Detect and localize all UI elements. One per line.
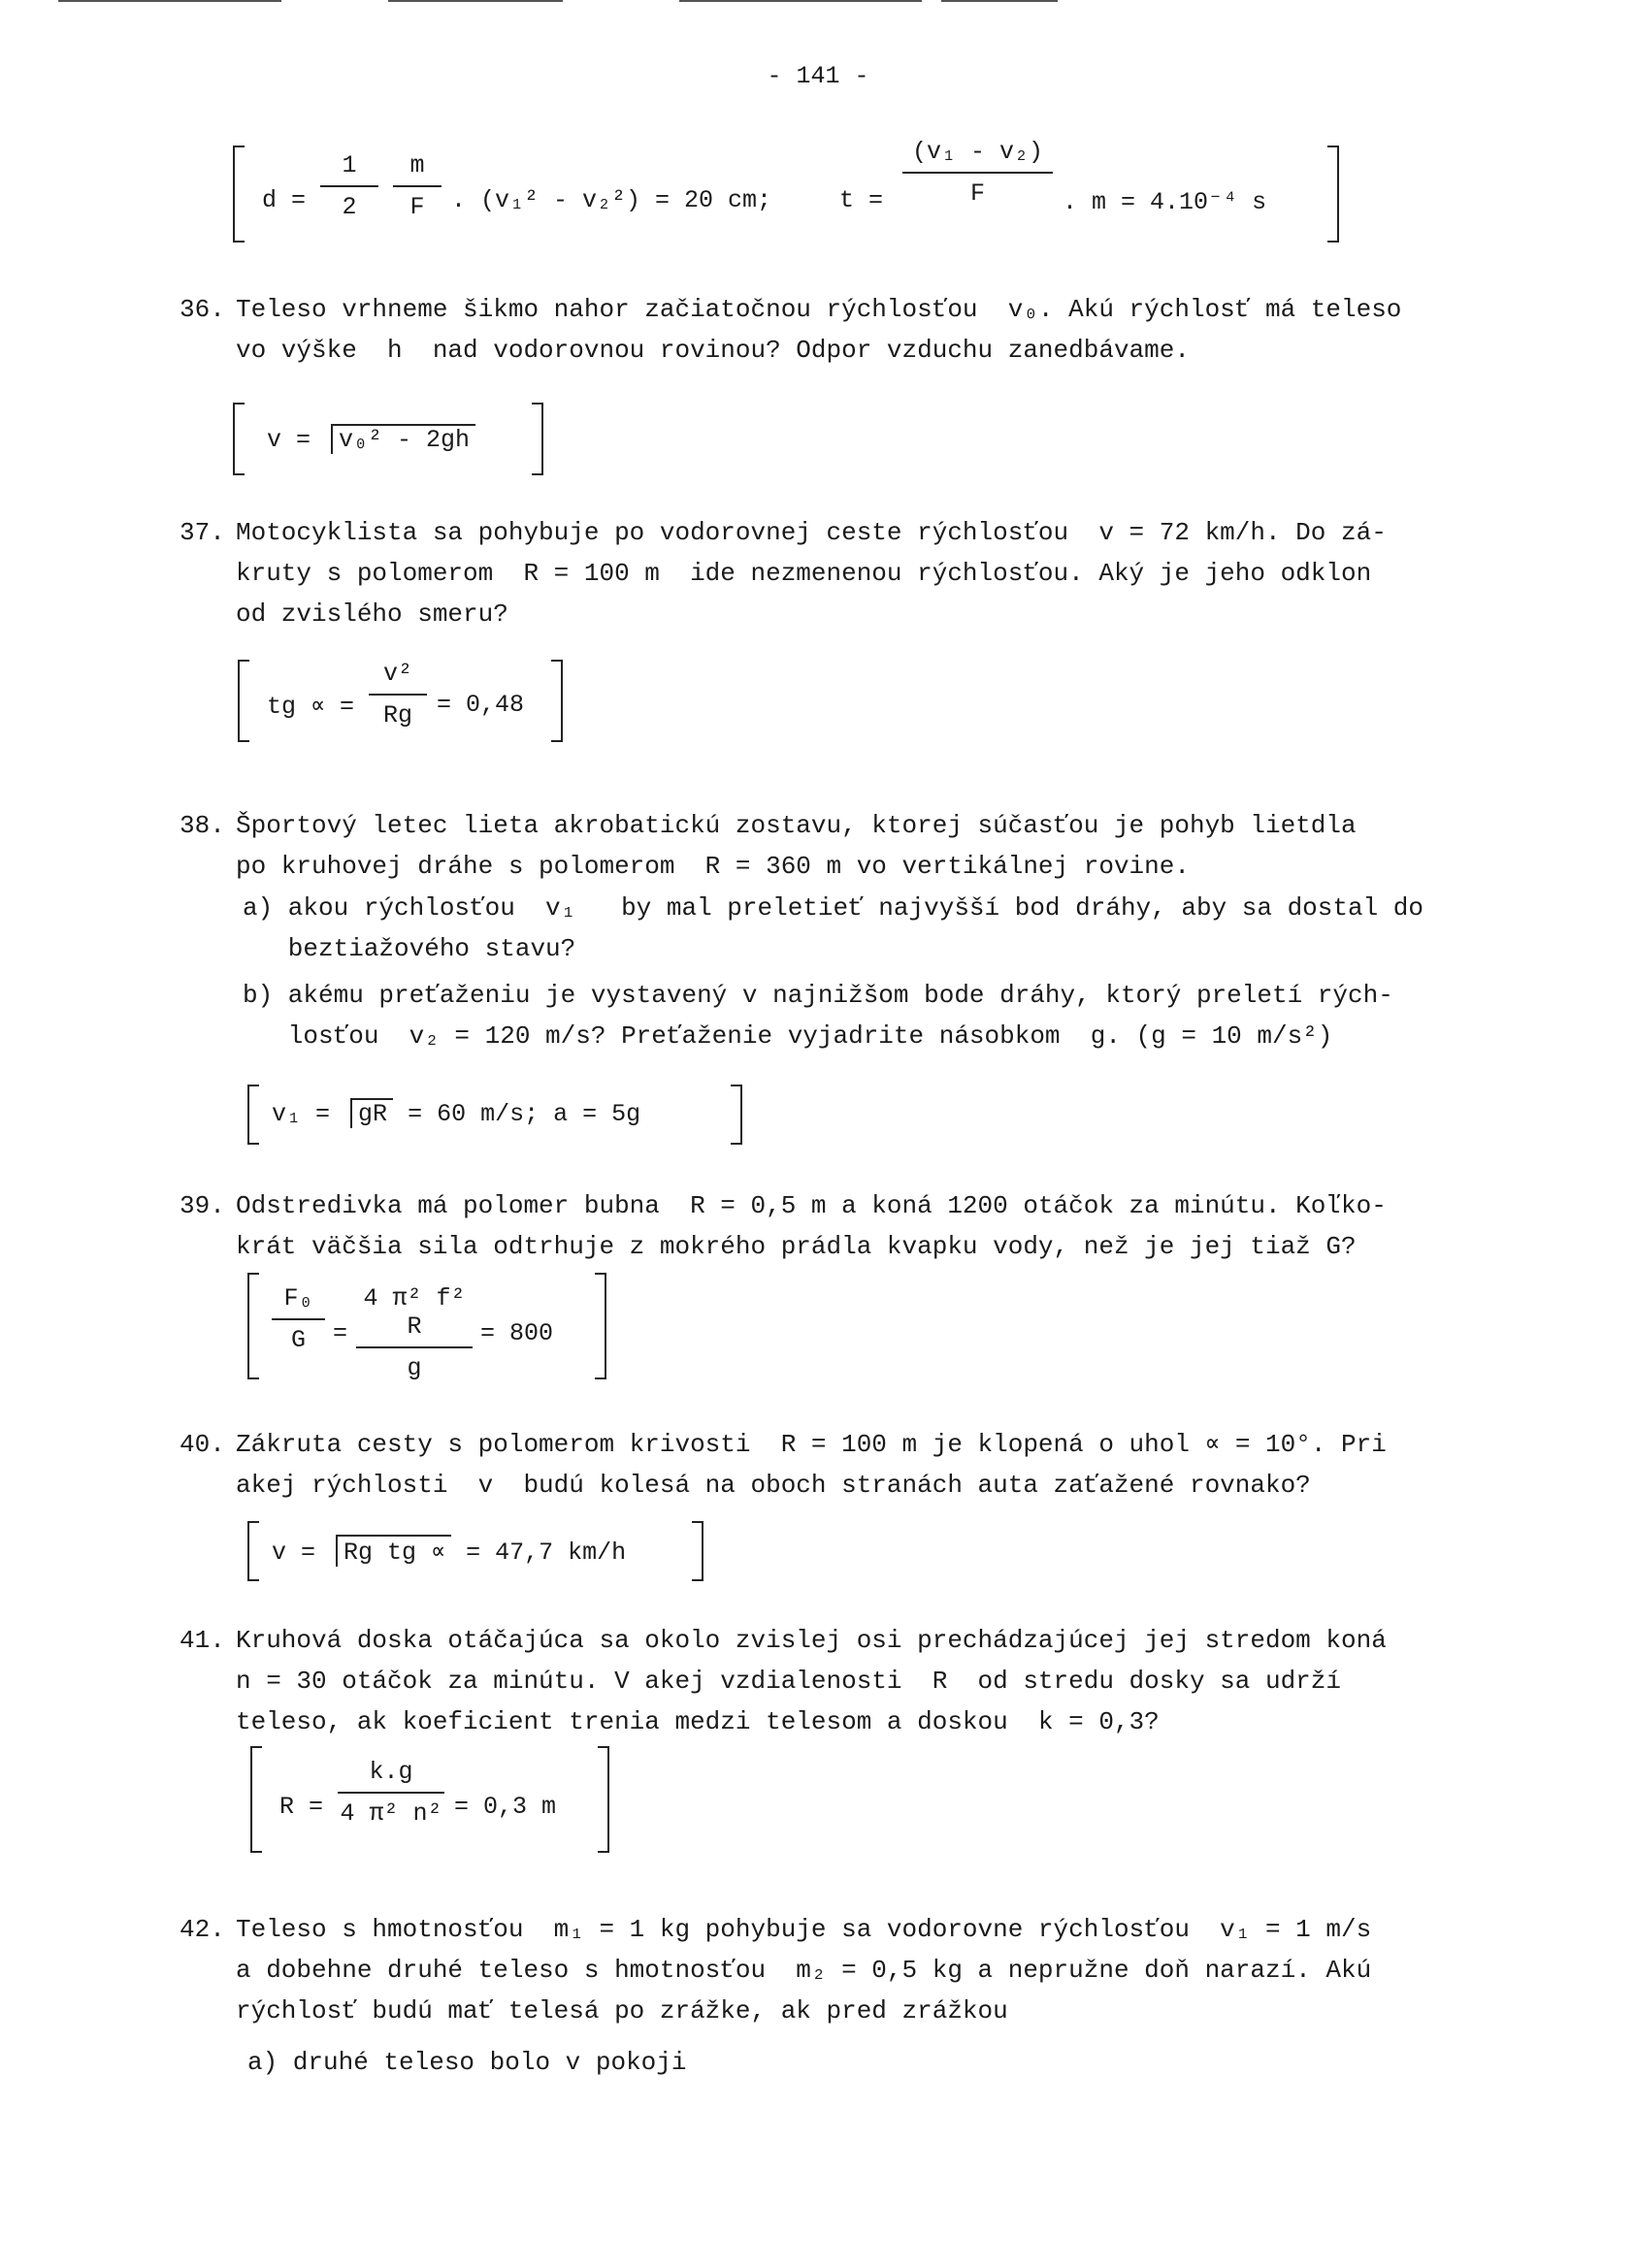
fraction-num: k.g [369, 1758, 413, 1786]
answer-rhs: = 800 [480, 1319, 554, 1347]
problem-line: Teleso vrhneme šikmo nahor začiatočnou rýchlosťou v₀. Akú rýchlosť má teleso [236, 295, 1402, 324]
problem-line: akej rýchlosti v budú kolesá na oboch stranách auta zaťažené rovnako? [236, 1471, 1311, 1500]
answer-40 [247, 1521, 703, 1581]
problem-line: kruty s polomerom R = 100 m ide nezmenenou rýchlosťou. Aký je jeho odklon [236, 559, 1372, 588]
problem-line: Odstredivka má polomer bubna R = 0,5 m a koná 1200 otáčok za minútu. Koľko- [236, 1191, 1387, 1220]
centrifugal-fraction [356, 1284, 473, 1382]
d-F: F [409, 193, 425, 221]
answer-expr [272, 1098, 640, 1128]
scan-line [388, 0, 563, 2]
problem-line: Športový letec lieta akrobatickú zostavu, ktorej súčasťou je pohyb lietdla [236, 811, 1357, 840]
d-num: 1 [342, 151, 357, 179]
answer-lhs: tg ∝ = [267, 693, 355, 721]
bracket-left [250, 1746, 262, 1853]
F0-over-G [272, 1284, 325, 1354]
subitem-line: a) akou rýchlosťou v₁ by mal preletieť najvyšší bod dráhy, aby sa dostal do [243, 893, 1423, 923]
bracket-left [233, 146, 245, 243]
answer-lhs: R = [279, 1793, 324, 1821]
problem-number: 38. [180, 811, 225, 840]
bracket-left [247, 1085, 259, 1145]
answer-41 [250, 1746, 609, 1853]
fraction-num: 4 π² f² R [363, 1284, 466, 1341]
fraction-den: g [407, 1354, 422, 1382]
fraction-den: G [290, 1326, 306, 1354]
problem-line: n = 30 otáčok za minútu. V akej vzdialenosti R od stredu dosky sa udrží [236, 1667, 1341, 1696]
answer-37 [238, 660, 563, 742]
answer-rhs: = 0,48 [437, 691, 525, 719]
answer-expr [272, 1535, 626, 1567]
answer-lhs: v₁ = [272, 1100, 331, 1128]
fraction-num: v² [382, 660, 412, 688]
d-rest: . (v₁² - v₂²) = 20 cm; [451, 186, 772, 214]
problem-line: krát väčšia sila odtrhuje z mokrého prádla kvapku vody, než je jej tiaž G? [236, 1232, 1357, 1261]
bracket-right [692, 1521, 703, 1581]
problem-line: Kruhová doska otáčajúca sa okolo zvislej osi prechádzajúcej jej stredom koná [236, 1626, 1387, 1655]
problem-line: teleso, ak koeficient trenia medzi telesom a doskou k = 0,3? [236, 1707, 1160, 1736]
sqrt-content: gR [358, 1100, 388, 1128]
subitem-line: a) druhé teleso bolo v pokoji [247, 2048, 687, 2077]
problem-number: 40. [180, 1430, 225, 1459]
subitem-a [243, 888, 1423, 969]
m-over-F [393, 151, 442, 221]
t-rest: . m = 4.10⁻⁴ s [1063, 188, 1267, 216]
problem-line: Zákruta cesty s polomerom krivosti R = 100 m je klopená o uhol ∝ = 10°. Pri [236, 1430, 1387, 1459]
problem-line: vo výške h nad vodorovnou rovinou? Odpor vzduchu zanedbávame. [236, 336, 1190, 365]
sqrt [331, 424, 475, 454]
bracket-left [233, 403, 245, 475]
subitem-line: b) akému preťaženiu je vystavený v najnižšom bode dráhy, ktorý preletí rých- [243, 981, 1393, 1010]
problem-number: 37. [180, 518, 225, 547]
problem-number: 41. [180, 1626, 225, 1655]
subitem-b [243, 975, 1393, 1056]
answer-39 [247, 1273, 606, 1382]
d-den: 2 [342, 193, 357, 221]
problem-line: rýchlosť budú mať telesá po zrážke, ak pred zrážkou [236, 1996, 1008, 2025]
problem-line: od zvislého smeru? [236, 599, 508, 629]
sqrt-content: Rg tg ∝ [344, 1539, 446, 1567]
top-answer [233, 138, 1339, 243]
bracket-left [238, 660, 249, 742]
problem-line: po kruhovej dráhe s polomerom R = 360 m vo vertikálnej rovine. [236, 852, 1190, 881]
fraction-num: F₀ [283, 1284, 313, 1312]
subitem-a [247, 2042, 686, 2083]
subitem-line: losťou v₂ = 120 m/s? Preťaženie vyjadrite násobkom g. (g = 10 m/s²) [243, 1021, 1333, 1051]
answer-rhs: = 60 m/s; a = 5g [408, 1100, 641, 1128]
fraction-den: 4 π² n² [340, 1799, 442, 1828]
bracket-right [551, 660, 563, 742]
equals: = [333, 1319, 348, 1347]
bracket-right [598, 1746, 609, 1853]
t-den: F [969, 179, 985, 208]
answer-38 [247, 1085, 742, 1145]
answer-rhs: = 47,7 km/h [466, 1539, 627, 1567]
scan-line [58, 0, 281, 2]
answer-lhs-text: v = [267, 426, 311, 454]
answer-fraction [369, 660, 427, 729]
t-fraction [902, 138, 1053, 208]
sqrt [336, 1535, 451, 1567]
t-lhs: t = [839, 186, 884, 214]
answer-36 [233, 403, 543, 475]
d-fraction [320, 151, 378, 221]
bracket-right [595, 1273, 606, 1379]
fraction-den: Rg [382, 701, 412, 729]
bracket-right [731, 1085, 742, 1145]
problem-line: Teleso s hmotnosťou m₁ = 1 kg pohybuje sa vodorovne rýchlosťou v₁ = 1 m/s [236, 1915, 1372, 1944]
answer-lhs [267, 424, 475, 454]
scan-line [941, 0, 1058, 2]
problem-line: a dobehne druhé teleso s hmotnosťou m₂ = 0,5 kg a nepružne doň narazí. Akú [236, 1956, 1372, 1985]
problem-number: 36. [180, 295, 225, 324]
bracket-right [532, 403, 543, 475]
problem-line: Motocyklista sa pohybuje po vodorovnej ceste rýchlosťou v = 72 km/h. Do zá- [236, 518, 1387, 547]
bracket-left [247, 1521, 259, 1581]
d-lhs: d = [262, 186, 307, 214]
sqrt-content: v₀² - 2gh [339, 426, 471, 454]
bracket-right [1327, 146, 1339, 243]
sqrt [350, 1098, 393, 1128]
answer-lhs: v = [272, 1539, 316, 1567]
answer-rhs: = 0,3 m [454, 1793, 557, 1821]
t-num: (v₁ - v₂) [911, 138, 1044, 166]
problem-number: 42. [180, 1915, 225, 1944]
d-m: m [409, 151, 425, 179]
page-number: - 141 - [767, 62, 869, 90]
subitem-line: beztiažového stavu? [243, 934, 576, 963]
problem-number: 39. [180, 1191, 225, 1220]
bracket-left [247, 1273, 259, 1379]
answer-fraction [338, 1758, 444, 1828]
scan-line [679, 0, 922, 2]
